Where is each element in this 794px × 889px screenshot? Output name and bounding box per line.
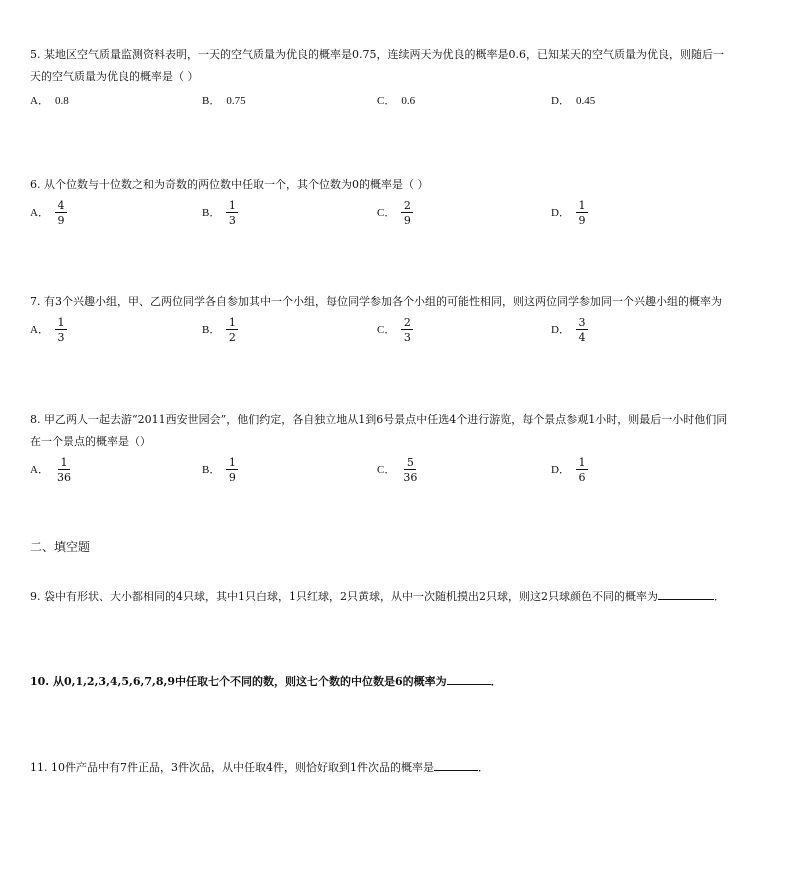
option-letter: B． <box>202 324 221 336</box>
question-6-options <box>30 200 770 240</box>
denominator: 3 <box>403 331 411 344</box>
question-7-line1: 7. 有3个兴趣小组，甲、乙两位同学各自参加其中一个小组，每位同学参加各个小组的可能性相同，则这两位同学参加同一个兴趣小组的概率为 <box>30 295 722 308</box>
option-letter: D． <box>551 324 570 336</box>
denominator: 3 <box>228 214 236 227</box>
fraction <box>576 200 588 226</box>
option-d[interactable] <box>551 457 588 483</box>
option-letter: C． <box>377 207 396 219</box>
fraction <box>576 317 588 343</box>
option-letter: C． <box>377 324 396 336</box>
question-5 <box>30 44 770 107</box>
fraction <box>55 457 73 483</box>
option-letter: D． <box>551 95 570 107</box>
option-d[interactable] <box>551 200 588 226</box>
question-8-line1: 8. 甲乙两人一起去游“2011西安世园会”，他们约定，各自独立地从1到6号景点中任选4个进行游览，每个景点参观1小时，则最后一小时他们同 <box>30 413 728 426</box>
option-c[interactable] <box>377 200 413 226</box>
question-8 <box>30 409 770 484</box>
question-7 <box>30 291 770 344</box>
denominator: 9 <box>578 214 586 227</box>
question-5-options <box>30 90 770 130</box>
denominator: 6 <box>578 471 586 484</box>
fraction <box>576 457 588 483</box>
numerator: 1 <box>226 200 238 213</box>
option-c[interactable] <box>377 457 419 483</box>
numerator: 1 <box>576 200 588 213</box>
option-letter: D． <box>551 207 570 219</box>
question-11-text: 11. 10件产品中有7件正品，3件次品，从中任取4件，则恰好取到1件次品的概率是 <box>30 761 434 774</box>
option-b[interactable] <box>202 90 246 112</box>
question-10 <box>30 671 770 693</box>
option-a[interactable] <box>30 200 67 226</box>
question-9-end: ． <box>713 590 725 603</box>
section-title-fill-in: 二、填空题 <box>30 540 91 554</box>
option-a[interactable] <box>30 457 73 483</box>
question-8-options <box>30 457 770 497</box>
denominator: 36 <box>403 471 418 484</box>
numerator: 5 <box>404 457 416 470</box>
fraction <box>55 200 67 226</box>
denominator: 4 <box>578 331 586 344</box>
option-letter: A． <box>30 464 49 476</box>
fraction <box>226 457 238 483</box>
fraction <box>226 317 238 343</box>
option-letter: B． <box>202 207 221 219</box>
option-letter: C． <box>377 95 396 107</box>
option-letter: D． <box>551 464 570 476</box>
denominator: 9 <box>57 214 65 227</box>
numerator: 1 <box>55 317 67 330</box>
option-d[interactable] <box>551 317 588 343</box>
question-9-text: 9. 袋中有形状、大小都相同的4只球，其中1只白球，1只红球，2只黄球，从中一次随机摸出2只球，则这2只球颜色不同的概率为 <box>30 590 658 603</box>
question-11 <box>30 757 770 779</box>
fraction <box>401 457 419 483</box>
question-7-options <box>30 317 770 357</box>
numerator: 1 <box>576 457 588 470</box>
option-value: 0.45 <box>575 95 596 107</box>
option-value: 0.8 <box>54 95 69 107</box>
option-value: 0.6 <box>401 95 416 107</box>
option-d[interactable] <box>551 90 595 112</box>
question-5-line2: 天的空气质量为优良的概率是（ ） <box>30 70 199 83</box>
option-b[interactable] <box>202 200 238 226</box>
denominator: 9 <box>403 214 411 227</box>
question-5-line1: 5. 某地区空气质量监测资料表明，一天的空气质量为优良的概率是0.75，连续两天为优良的概率是0.6，已知某天的空气质量为优良，则随后一 <box>30 48 724 61</box>
option-c[interactable] <box>377 317 413 343</box>
answer-blank[interactable] <box>658 588 714 600</box>
option-letter: B． <box>202 464 221 476</box>
option-letter: A． <box>30 95 49 107</box>
option-letter: A． <box>30 324 49 336</box>
option-value: 0.75 <box>226 95 246 107</box>
question-11-end: ． <box>477 761 489 774</box>
fraction <box>55 317 67 343</box>
numerator: 4 <box>55 200 67 213</box>
answer-blank[interactable] <box>434 759 478 771</box>
denominator: 3 <box>57 331 65 344</box>
question-10-text: 10. 从0,1,2,3,4,5,6,7,8,9中任取七个不同的数，则这七个数的中位数是6的概率为 <box>30 675 447 688</box>
question-6 <box>30 174 770 227</box>
option-letter: A． <box>30 207 49 219</box>
option-a[interactable] <box>30 317 67 343</box>
numerator: 1 <box>226 317 238 330</box>
option-letter: C． <box>377 464 396 476</box>
option-b[interactable] <box>202 317 238 343</box>
fraction <box>401 317 413 343</box>
numerator: 2 <box>401 200 413 213</box>
question-10-end: ． <box>490 675 502 688</box>
fraction <box>226 200 238 226</box>
option-c[interactable] <box>377 90 415 112</box>
option-a[interactable] <box>30 90 69 112</box>
question-9 <box>30 586 770 608</box>
numerator: 2 <box>401 317 413 330</box>
denominator: 9 <box>228 471 236 484</box>
numerator: 3 <box>576 317 588 330</box>
fraction <box>401 200 413 226</box>
answer-blank[interactable] <box>447 673 491 685</box>
denominator: 2 <box>228 331 236 344</box>
option-letter: B． <box>202 95 221 107</box>
numerator: 1 <box>58 457 70 470</box>
numerator: 1 <box>226 457 238 470</box>
denominator: 36 <box>56 471 71 484</box>
question-8-line2: 在一个景点的概率是（） <box>30 435 151 448</box>
question-6-line1: 6. 从个位数与十位数之和为奇数的两位数中任取一个，其个位数为0的概率是（ ） <box>30 178 429 191</box>
option-b[interactable] <box>202 457 238 483</box>
